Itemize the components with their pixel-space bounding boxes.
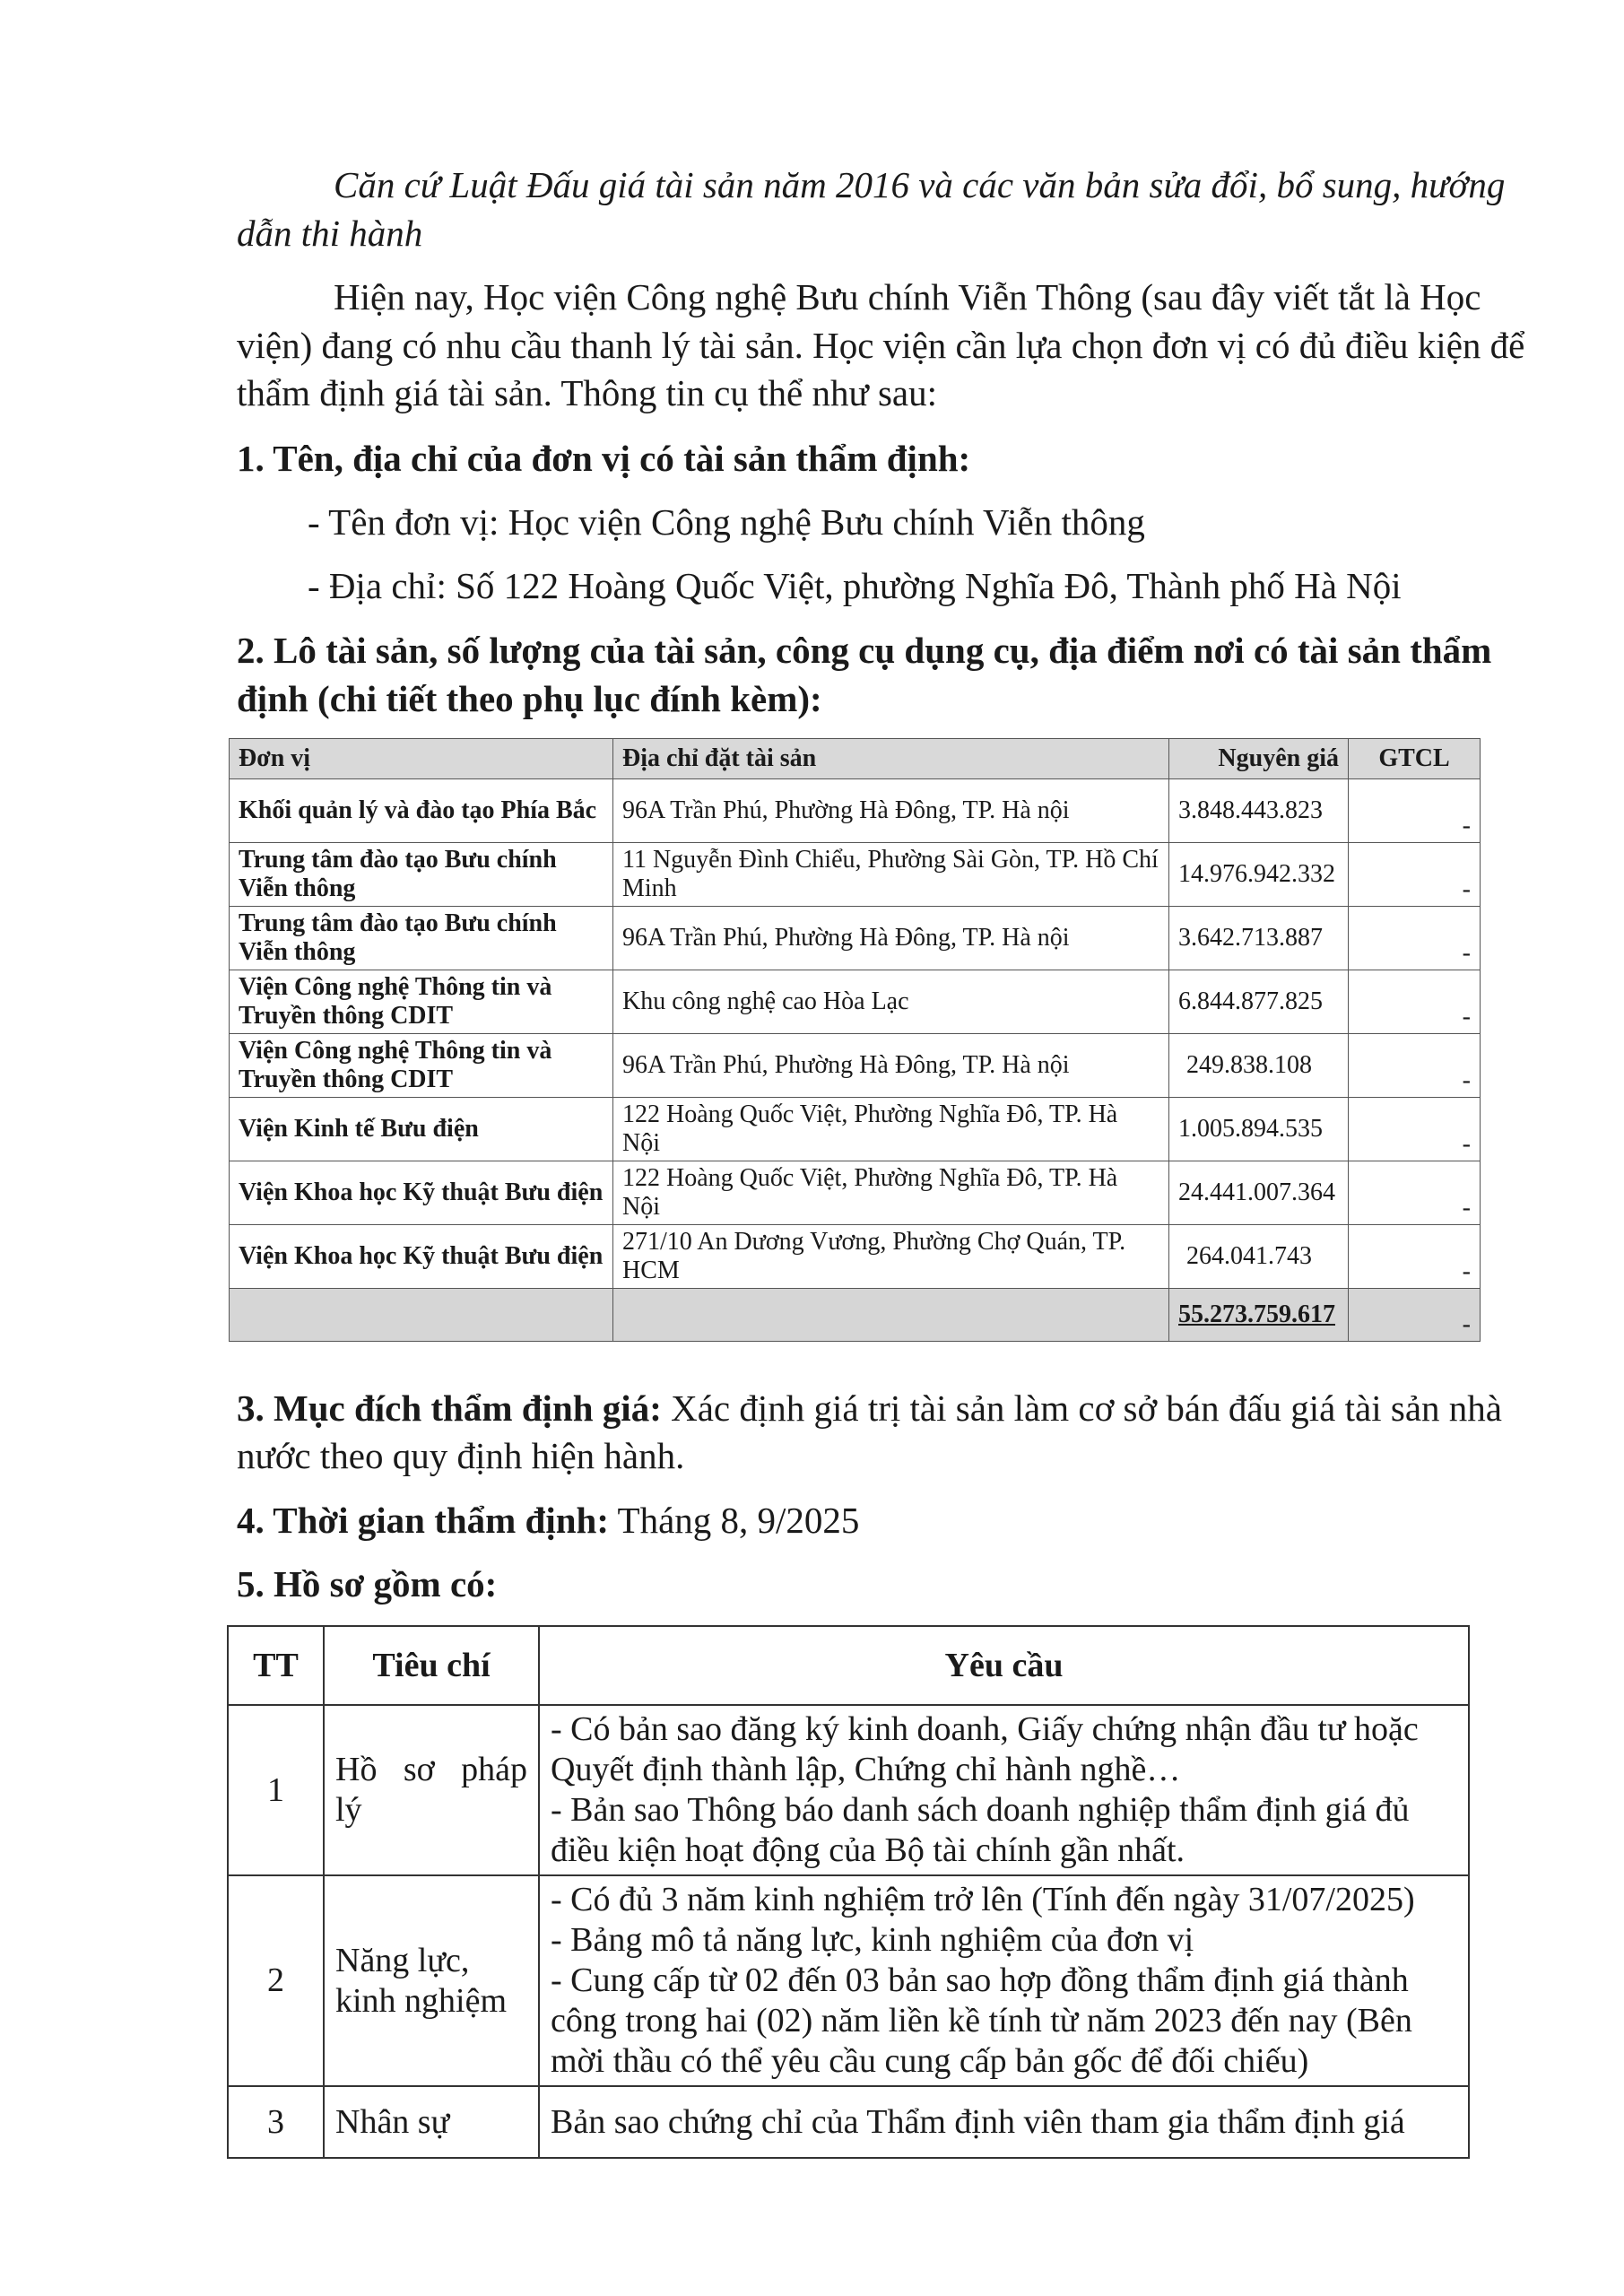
- table-row: [230, 1034, 1481, 1098]
- row-tt: 1: [228, 1705, 324, 1875]
- row-address: 96A Trần Phú, Phường Hà Đông, TP. Hà nội: [613, 907, 1169, 970]
- row-value: 6.844.877.825: [1169, 970, 1349, 1034]
- row-value: 1.005.894.535: [1169, 1098, 1349, 1161]
- header-criteria: Tiêu chí: [324, 1626, 539, 1705]
- asset-table: [229, 738, 1481, 1342]
- table-row: [230, 1098, 1481, 1161]
- row-requirement: [539, 1875, 1469, 2086]
- table-row: [228, 2086, 1469, 2158]
- row-value: 3.848.443.823: [1169, 779, 1349, 843]
- requirement-line: Bản sao chứng chỉ của Thẩm định viên tham gia thẩm định giá: [551, 2102, 1405, 2141]
- row-address: 271/10 An Dương Vương, Phường Chợ Quán, TP. HCM: [613, 1225, 1169, 1289]
- row-value: 264.041.743: [1169, 1225, 1349, 1289]
- section3-text-line1: Xác định giá trị tài sản làm cơ sở bán đấu giá tài sản nhà: [661, 1387, 1502, 1429]
- header-unit: Đơn vị: [230, 739, 613, 779]
- section3-text-line2: nước theo quy định hiện hành.: [237, 1435, 685, 1476]
- row-criteria: [324, 1875, 539, 2086]
- table-row: [228, 1705, 1469, 1875]
- requirement-line: - Bảng mô tả năng lực, kinh nghiệm của đơn vị: [551, 1921, 1194, 1959]
- row-address: Khu công nghệ cao Hòa Lạc: [613, 970, 1169, 1034]
- header-address: Địa chỉ đặt tài sản: [613, 739, 1169, 779]
- row-address: 96A Trần Phú, Phường Hà Đông, TP. Hà nội: [613, 779, 1169, 843]
- section1-heading: 1. Tên, địa chỉ của đơn vị có tài sản thẩm định:: [237, 438, 971, 479]
- dossier-table: [227, 1625, 1470, 2159]
- dossier-table-header: [228, 1626, 1469, 1705]
- table-row: [230, 1225, 1481, 1289]
- criteria-line: lý: [335, 1791, 362, 1829]
- requirement-line: công trong hai (02) năm liền kề tính từ năm 2023 đến nay (Bên: [551, 2002, 1412, 2039]
- requirement-line: điều kiện hoạt động của Bộ tài chính gần nhất.: [551, 1831, 1185, 1869]
- section4-line: [237, 1498, 859, 1543]
- header-requirement: Yêu cầu: [539, 1626, 1469, 1705]
- intro-para-line3: thẩm định giá tài sản. Thông tin cụ thể như sau:: [237, 372, 937, 413]
- row-unit: Trung tâm đào tạo Bưu chính Viễn thông: [230, 907, 613, 970]
- row-gtcl: -: [1349, 907, 1481, 970]
- section2-heading-line1: 2. Lô tài sản, số lượng của tài sản, công cụ dụng cụ, địa điểm nơi có tài sản thẩm: [237, 630, 1492, 671]
- total-unit-cell: [230, 1289, 613, 1342]
- row-unit: Viện Khoa học Kỹ thuật Bưu điện: [230, 1161, 613, 1225]
- legal-basis-line2: dẫn thi hành: [237, 213, 423, 254]
- row-unit: Viện Công nghệ Thông tin và Truyền thông CDIT: [230, 970, 613, 1034]
- table-row: [230, 779, 1481, 843]
- criteria-line: Hồ sơ pháp: [335, 1751, 527, 1788]
- row-gtcl: -: [1349, 1098, 1481, 1161]
- row-tt: 2: [228, 1875, 324, 2086]
- total-row: [230, 1289, 1481, 1342]
- total-address-cell: [613, 1289, 1169, 1342]
- row-unit: Trung tâm đào tạo Bưu chính Viễn thông: [230, 843, 613, 907]
- requirement-line: mời thầu có thể yêu cầu cung cấp bản gốc để đối chiếu): [551, 2042, 1309, 2080]
- row-unit: Viện Công nghệ Thông tin và Truyền thông CDIT: [230, 1034, 613, 1098]
- header-tt: TT: [228, 1626, 324, 1705]
- requirement-line: - Cung cấp từ 02 đến 03 bản sao hợp đồng thẩm định giá thành: [551, 1961, 1409, 1999]
- row-gtcl: -: [1349, 843, 1481, 907]
- section4-label: 4. Thời gian thẩm định:: [237, 1500, 610, 1541]
- row-value: 3.642.713.887: [1169, 907, 1349, 970]
- intro-para-line2: viện) đang có nhu cầu thanh lý tài sản. Học viện cần lựa chọn đơn vị có đủ điều kiện để: [237, 325, 1525, 366]
- section1-address: - Địa chỉ: Số 122 Hoàng Quốc Việt, phường Nghĩa Đô, Thành phố Hà Nội: [308, 565, 1402, 606]
- row-requirement: [539, 2086, 1469, 2158]
- total-value: 55.273.759.617: [1169, 1289, 1349, 1342]
- row-requirement: [539, 1705, 1469, 1875]
- section2-heading-line2: định (chi tiết theo phụ lục đính kèm):: [237, 678, 822, 719]
- requirement-line: - Có bản sao đăng ký kinh doanh, Giấy chứng nhận đầu tư hoặc: [551, 1710, 1419, 1748]
- row-criteria: Nhân sự: [324, 2086, 539, 2158]
- row-gtcl: -: [1349, 970, 1481, 1034]
- criteria-line: kinh nghiệm: [335, 1981, 508, 2020]
- table-row: [230, 970, 1481, 1034]
- section3-label: 3. Mục đích thẩm định giá:: [237, 1387, 662, 1429]
- table-row: [228, 1875, 1469, 2086]
- section5-heading: 5. Hồ sơ gồm có:: [237, 1563, 498, 1605]
- row-tt: 3: [228, 2086, 324, 2158]
- total-gtcl: -: [1349, 1289, 1481, 1342]
- row-address: 122 Hoàng Quốc Việt, Phường Nghĩa Đô, TP. Hà Nội: [613, 1161, 1169, 1225]
- row-criteria: [324, 1705, 539, 1875]
- row-gtcl: -: [1349, 1225, 1481, 1289]
- row-value: 24.441.007.364: [1169, 1161, 1349, 1225]
- row-gtcl: -: [1349, 779, 1481, 843]
- requirement-line: - Bản sao Thông báo danh sách doanh nghiệp thẩm định giá đủ: [551, 1791, 1410, 1829]
- row-unit: Khối quản lý và đào tạo Phía Bắc: [230, 779, 613, 843]
- row-address: 11 Nguyễn Đình Chiểu, Phường Sài Gòn, TP. Hồ Chí Minh: [613, 843, 1169, 907]
- row-address: 96A Trần Phú, Phường Hà Đông, TP. Hà nội: [613, 1034, 1169, 1098]
- requirement-line: Quyết định thành lập, Chứng chỉ hành nghề…: [551, 1751, 1181, 1788]
- asset-table-header: [230, 739, 1481, 779]
- header-value: Nguyên giá: [1169, 739, 1349, 779]
- criteria-line: Năng lực,: [335, 1941, 470, 1979]
- row-unit: Viện Khoa học Kỹ thuật Bưu điện: [230, 1225, 613, 1289]
- section1-unit-name: - Tên đơn vị: Học viện Công nghệ Bưu chính Viễn thông: [308, 501, 1145, 543]
- row-gtcl: -: [1349, 1161, 1481, 1225]
- header-gtcl: GTCL: [1349, 739, 1481, 779]
- table-row: [230, 1161, 1481, 1225]
- table-row: [230, 843, 1481, 907]
- row-value: 14.976.942.332: [1169, 843, 1349, 907]
- row-value: 249.838.108: [1169, 1034, 1349, 1098]
- requirement-line: - Có đủ 3 năm kinh nghiệm trở lên (Tính đến ngày 31/07/2025): [551, 1881, 1415, 1918]
- section4-text: Tháng 8, 9/2025: [609, 1500, 860, 1541]
- row-unit: Viện Kinh tế Bưu điện: [230, 1098, 613, 1161]
- section3-line1: [237, 1386, 1502, 1431]
- intro-para-line1: Hiện nay, Học viện Công nghệ Bưu chính Viễn Thông (sau đây viết tắt là Học: [334, 276, 1481, 317]
- legal-basis-line1: Căn cứ Luật Đấu giá tài sản năm 2016 và các văn bản sửa đổi, bổ sung, hướng: [334, 164, 1506, 205]
- row-address: 122 Hoàng Quốc Việt, Phường Nghĩa Đô, TP. Hà Nội: [613, 1098, 1169, 1161]
- row-gtcl: -: [1349, 1034, 1481, 1098]
- table-row: [230, 907, 1481, 970]
